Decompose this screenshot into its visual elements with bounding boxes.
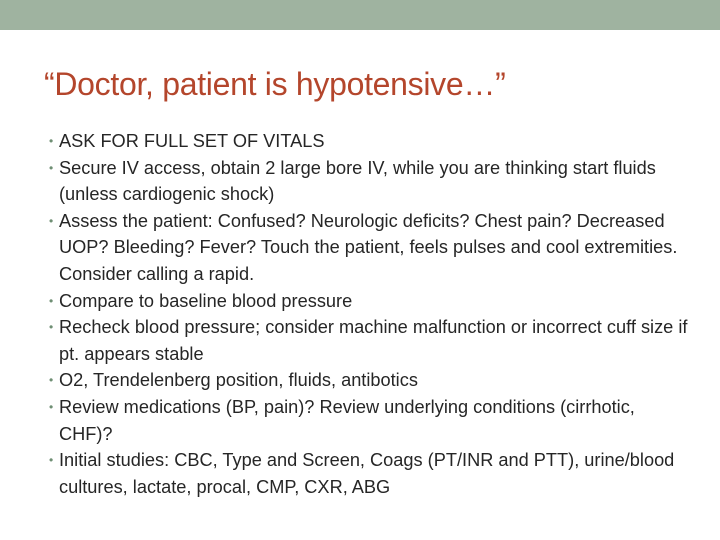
bullet-text: Review medications (BP, pain)? Review underlying conditions (cirrhotic, CHF)?: [59, 396, 635, 444]
bullet-list: [49, 128, 689, 500]
bullet-dot-icon: •: [49, 293, 54, 308]
bullet-item-6: [49, 367, 689, 394]
bullet-dot-icon: •: [49, 134, 54, 148]
bullet-item-4: [49, 288, 689, 315]
bullet-text: Assess the patient: Confused? Neurologic deficits? Chest pain? Decreased UOP? Bleeding? Fever? Touch the patient, feels pulses and cool extremities. Consider calling a rapid.: [59, 210, 678, 284]
bullet-text: ASK FOR FULL SET OF VITALS: [59, 131, 325, 151]
slide-title: “Doctor, patient is hypotensive…”: [44, 66, 506, 102]
bullet-dot-icon: •: [49, 373, 54, 388]
bullet-item-1: [49, 128, 689, 155]
bullet-dot-icon: •: [49, 320, 54, 335]
top-accent-bar: [0, 0, 720, 30]
bullet-dot-icon: •: [49, 213, 54, 228]
bullet-dot-icon: •: [49, 399, 54, 414]
bullet-text: Compare to baseline blood pressure: [59, 290, 353, 311]
bullet-text: Secure IV access, obtain 2 large bore IV, while you are thinking start fluids (unless cardiogenic shock): [59, 157, 656, 205]
bullet-dot-icon: •: [49, 453, 54, 468]
bullet-item-5: [49, 314, 689, 367]
bullet-item-3: [49, 208, 689, 288]
bullet-item-2: [49, 155, 689, 208]
bullet-item-7: [49, 394, 689, 447]
bullet-item-8: [49, 447, 689, 500]
bullet-dot-icon: •: [49, 160, 54, 175]
bullet-text: O2, Trendelenberg position, fluids, antibotics: [59, 370, 418, 391]
bullet-text: Recheck blood pressure; consider machine malfunction or incorrect cuff size if pt. appears stable: [59, 317, 688, 364]
bullet-text: Initial studies: CBC, Type and Screen, Coags (PT/INR and PTT), urine/blood cultures, lactate, procal, CMP, CXR, ABG: [59, 450, 675, 497]
